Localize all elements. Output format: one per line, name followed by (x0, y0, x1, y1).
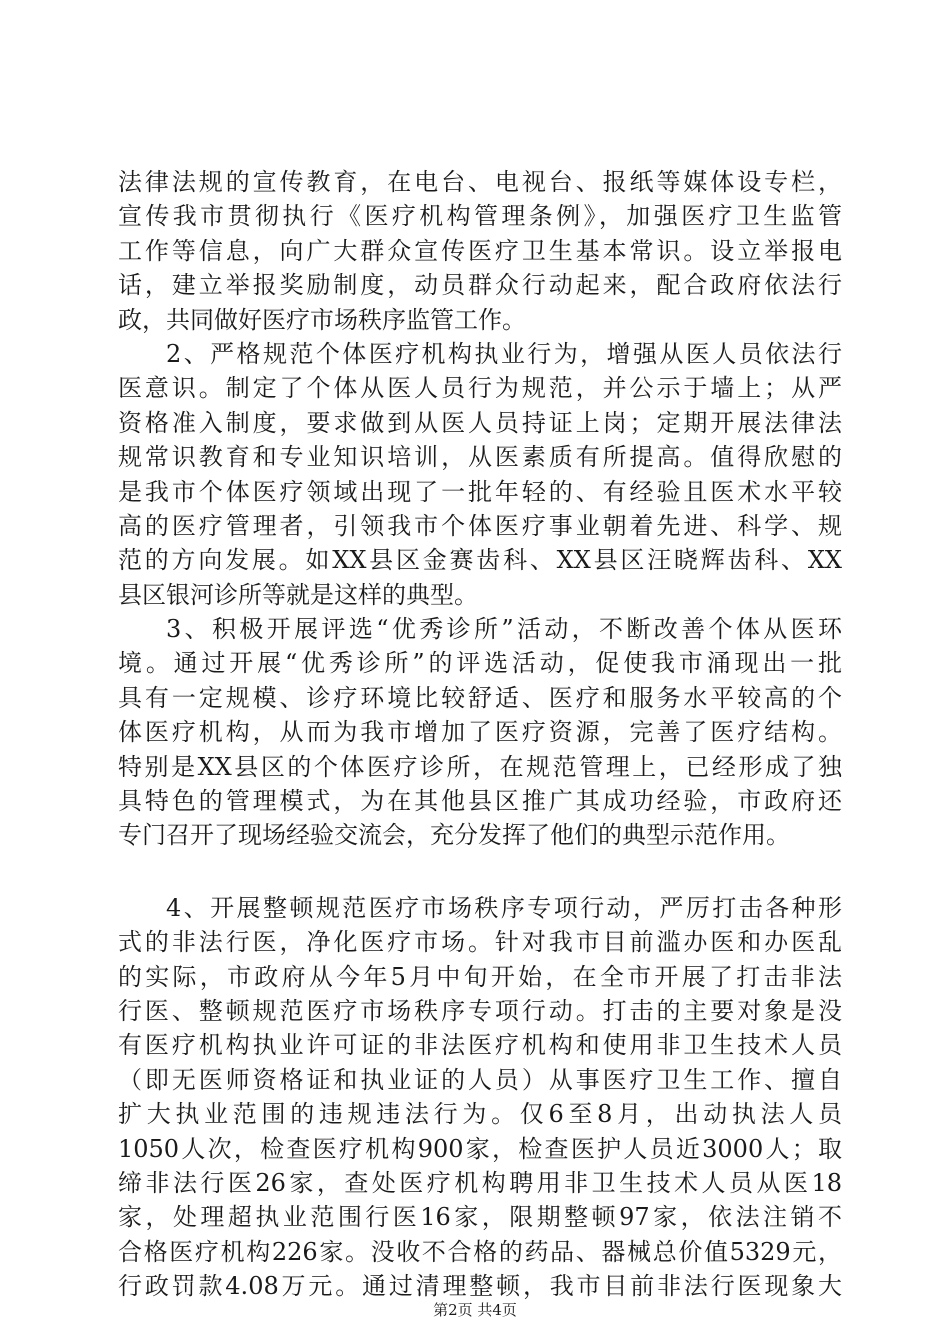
text-line: 法律法规的宣传教育，在电台、电视台、报纸等媒体设专栏， (118, 168, 842, 196)
text-line: 合格医疗机构226家。没收不合格的药品、器械总价值5329元， (118, 1237, 842, 1266)
text-line: 宣传我市贯彻执行《医疗机构管理条例》，加强医疗卫生监管 (118, 202, 842, 231)
text-line: 政，共同做好医疗市场秩序监管工作。 (118, 305, 526, 334)
text-line: 境。通过开展“优秀诊所”的评选活动，促使我市涌现出一批 (118, 649, 842, 678)
text-line: 具有一定规模、诊疗环境比较舒适、医疗和服务水平较高的个 (118, 683, 842, 712)
text-line: 县区银河诊所等就是这样的典型。 (118, 580, 478, 609)
text-line: 专门召开了现场经验交流会，充分发挥了他们的典型示范作用。 (118, 821, 790, 850)
text-line: 行政罚款4.08万元。通过清理整顿，我市目前非法行医现象大 (118, 1272, 842, 1301)
page-number-footer: 第2页 共4页 (433, 1301, 517, 1319)
text-line: 特别是XX县区的个体医疗诊所，在规范管理上，已经形成了独 (118, 752, 842, 781)
text-line: 具特色的管理模式，为在其他县区推广其成功经验，市政府还 (118, 787, 842, 816)
paragraph-4-special-action (118, 891, 842, 1304)
text-line: 1050人次，检查医疗机构900家，检查医护人员近3000人；取 (118, 1134, 842, 1163)
text-line: 家，处理超执业范围行医16家，限期整顿97家，依法注销不 (118, 1203, 842, 1232)
text-line: 是我市个体医疗领域出现了一批年轻的、有经验且医术水平较 (118, 477, 842, 506)
paragraph-gap (118, 853, 842, 891)
text-line: 式的非法行医，净化医疗市场。针对我市目前滥办医和办医乱 (118, 928, 842, 957)
text-line: 2、严格规范个体医疗机构执业行为，增强从医人员依法行 (166, 339, 842, 368)
text-line: 工作等信息，向广大群众宣传医疗卫生基本常识。设立举报电 (118, 236, 842, 265)
text-line: 3、积极开展评选“优秀诊所”活动，不断改善个体从医环 (166, 615, 842, 644)
text-line: 缔非法行医26家，查处医疗机构聘用非卫生技术人员从医18 (118, 1168, 842, 1197)
text-line: 范的方向发展。如XX县区金赛齿科、XX县区汪晓辉齿科、XX (118, 546, 842, 575)
text-line: 规常识教育和专业知识培训，从医素质有所提高。值得欣慰的 (118, 443, 842, 472)
paragraph-publicity (118, 165, 842, 337)
text-line: 资格准入制度，要求做到从医人员持证上岗；定期开展法律法 (118, 408, 842, 437)
document-body (118, 165, 842, 1304)
text-line: 扩大执业范围的违规违法行为。仅6至8月，出动执法人员 (118, 1100, 842, 1129)
paragraph-3-excellent-clinic (118, 612, 842, 853)
text-line: 有医疗机构执业许可证的非法医疗机构和使用非卫生技术人员 (118, 1031, 842, 1060)
text-line: 高的医疗管理者，引领我市个体医疗事业朝着先进、科学、规 (118, 511, 842, 540)
text-line: 行医、整顿规范医疗市场秩序专项行动。打击的主要对象是没 (118, 996, 842, 1025)
paragraph-2-regulate-practice (118, 337, 842, 612)
text-line: 4、开展整顿规范医疗市场秩序专项行动，严厉打击各种形 (166, 893, 842, 922)
text-line: （即无医师资格证和执业证的人员）从事医疗卫生工作、擅自 (118, 1065, 842, 1094)
text-line: 医意识。制定了个体从医人员行为规范，并公示于墙上；从严 (118, 374, 842, 403)
text-line: 体医疗机构，从而为我市增加了医疗资源，完善了医疗结构。 (118, 718, 842, 747)
text-line: 话，建立举报奖励制度，动员群众行动起来，配合政府依法行 (118, 271, 842, 300)
text-line: 的实际，市政府从今年5月中旬开始，在全市开展了打击非法 (118, 962, 842, 991)
